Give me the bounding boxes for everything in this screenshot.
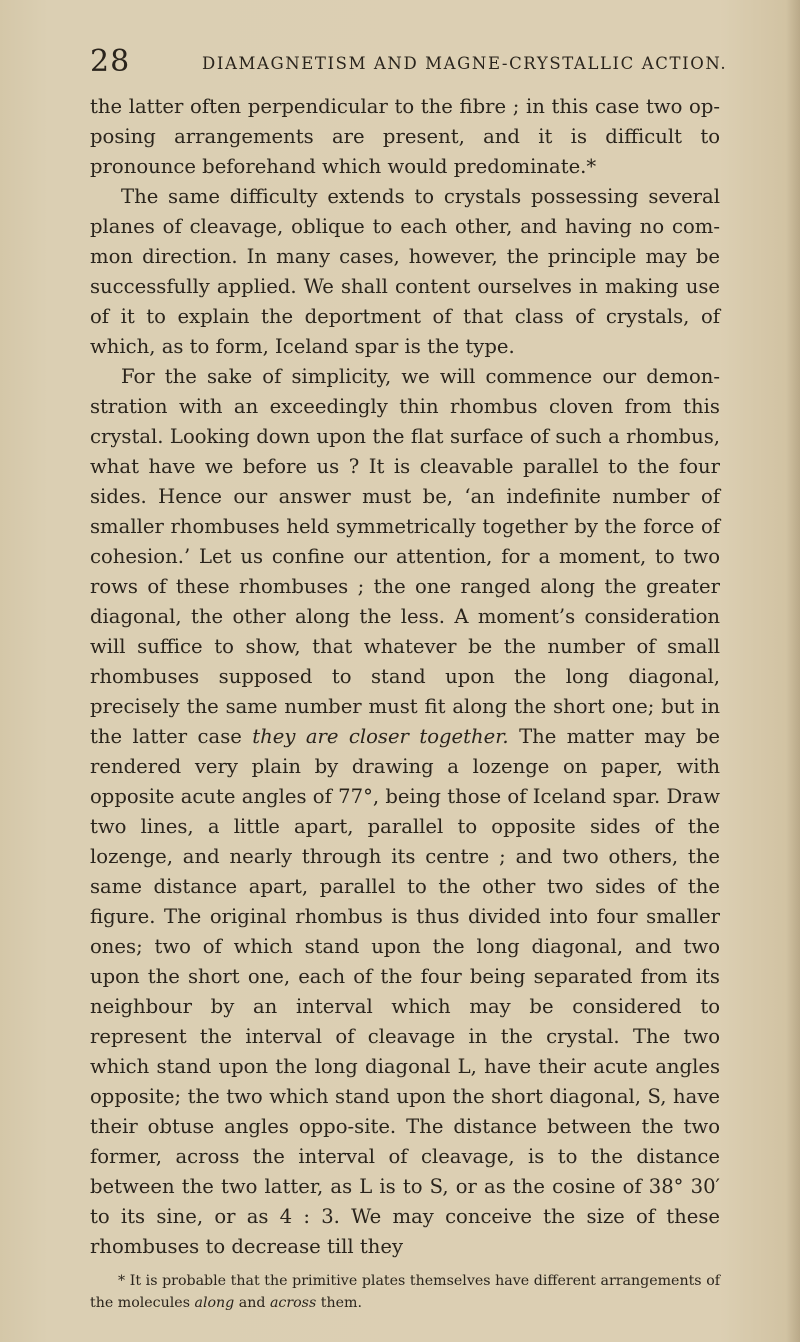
footnote-text-part: them. (316, 1295, 362, 1311)
paragraph-continuation (90, 92, 720, 182)
paragraph-cleavage-planes (90, 182, 720, 362)
paragraph-text: the latter often perpendicular to the fibre ; in this case two op-posing arrangements are present, and it is difficult to pronounce beforehand which would predominate.* (90, 95, 720, 178)
page-edge-shadow (786, 0, 800, 1342)
footnote-text (90, 1270, 720, 1314)
footnote-text-part: * It is probable that the primitive plates themselves have different arrangements of the molecules (90, 1273, 720, 1311)
paragraph-rhombus-demonstration (90, 362, 720, 1262)
footnote-text-part: and (234, 1295, 270, 1311)
footnote-emphasis: across (269, 1295, 317, 1311)
paragraph-text: For the sake of simplicity, we will commence our demon-stration with an exceedingly thin rhombus cloven from this crystal. Looking down upon the flat surface of such a rhombus, what have we before us ? It is cleavable parallel to the four sides. Hence our answer must be, ‘an indefinite number of smaller rhombuses held symmetrically together by the force of cohesion.’ Let us confine our attention, for a moment, to two rows of these rhombuses ; the one ranged along the greater diagonal, the other along the less. A moment’s consideration will suffice to show, that whatever be the number of small rhombuses supposed to stand upon the long diagonal, precisely the same number must fit along the short one; but in the latter case (90, 365, 720, 748)
page-number: 28 (90, 44, 131, 79)
paragraph-text: The matter may be rendered very plain by drawing a lozenge on paper, with opposite acute angles of 77°, being those of Iceland spar. Draw two lines, a little apart, parallel to opposite sides of the lozenge, and nearly through its centre ; and two others, the same distance apart, parallel to the other two sides of the figure. The original rhombus is thus divided into four smaller ones; two of which stand upon the long diagonal, and two upon the short one, each of the four being separated from its neighbour by an interval which may be considered to represent the interval of cleavage in the crystal. The two which stand upon the long diagonal L, have their acute angles opposite; the two which stand upon the short diagonal, S, have their obtuse angles oppo-site. The distance between the two former, across the interval of cleavage, is to the distance between the two latter, as L is to S, or as the cosine of 38° 30′ to its sine, or as 4 : 3. We may conceive the size of these rhombuses to decrease till they (90, 725, 720, 1258)
footnote (90, 1270, 720, 1314)
footnote-emphasis: along (194, 1295, 235, 1311)
body-text (90, 92, 720, 1262)
running-head: DIAMAGNETISM AND MAGNE-CRYSTALLIC ACTION. (202, 54, 728, 73)
emphasis-text: they are closer together. (252, 725, 509, 748)
page-header (90, 44, 728, 84)
paragraph-text: The same difficulty extends to crystals possessing several planes of cleavage, oblique to each other, and having no com-mon direction. In many cases, however, the principle may be successfully applied. We shall content ourselves in making use of it to explain the deportment of that class of crystals, of which, as to form, Iceland spar is the type. (90, 185, 720, 358)
